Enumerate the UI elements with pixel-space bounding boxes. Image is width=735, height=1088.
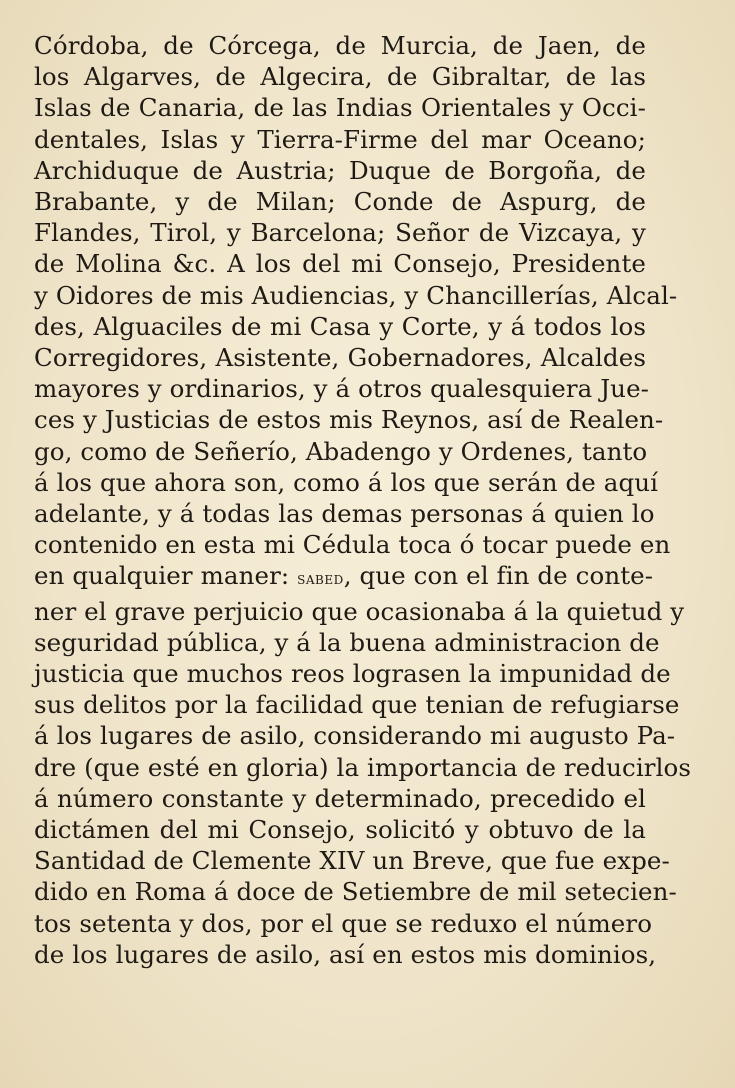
text-line-11: Corregidores, Asistente, Gobernadores, Alcaldes bbox=[34, 343, 646, 373]
text-line-13: ces y Justicias de estos mis Reynos, así de Realen- bbox=[34, 405, 664, 435]
text-line-30: de los lugares de asilo, así en estos mis dominios, bbox=[34, 939, 657, 969]
text-line-23: á los lugares de asilo, considerando mi augusto Pa- bbox=[34, 721, 676, 751]
text-line-4: dentales, Islas y Tierra-Firme del mar Oceano; bbox=[34, 124, 646, 154]
text-line-28: dido en Roma á doce de Setiembre de mil setecien- bbox=[34, 877, 677, 907]
text-line-22: sus delitos por la facilidad que tenian de refugiarse bbox=[34, 690, 680, 720]
text-line-18-start: en qualquier maner: bbox=[34, 561, 290, 591]
text-line-27: Santidad de Clemente XIV un Breve, que fue expe- bbox=[34, 846, 670, 876]
text-line-9: y Oidores de mis Audiencias, y Chancillerías, Alcal- bbox=[34, 280, 678, 310]
text-line-7: Flandes, Tirol, y Barcelona; Señor de Vizcaya, y bbox=[34, 218, 646, 248]
sabed-smallcaps: sabed bbox=[297, 569, 344, 590]
text-line-15: á los que ahora son, como á los que serán de aquí bbox=[34, 467, 659, 497]
text-line-18 bbox=[34, 560, 654, 595]
text-block bbox=[34, 30, 692, 970]
text-line-29: tos setenta y dos, por el que se reduxo el número bbox=[34, 908, 653, 938]
text-line-1: Córdoba, de Córcega, de Murcia, de Jaen, de bbox=[34, 31, 646, 60]
text-line-17: contenido en esta mi Cédula toca ó tocar puede en bbox=[34, 530, 671, 560]
text-line-3: Islas de Canaria, de las Indias Orientales y Occi- bbox=[34, 93, 646, 123]
text-line-19: ner el grave perjuicio que ocasionaba á la quietud y bbox=[34, 596, 685, 626]
text-line-5: Archiduque de Austria; Duque de Borgoña, de bbox=[34, 155, 646, 185]
text-line-20: seguridad pública, y á la buena administracion de bbox=[34, 627, 660, 657]
text-line-12: mayores y ordinarios, y á otros qualesquiera Jue- bbox=[34, 374, 650, 404]
text-line-8: de Molina &c. A los del mi Consejo, Presidente bbox=[34, 249, 646, 279]
text-line-14: go, como de Señerío, Abadengo y Ordenes, tanto bbox=[34, 436, 648, 466]
text-line-26: dictámen del mi Consejo, solicitó y obtuvo de la bbox=[34, 815, 646, 845]
text-line-18-end: , que con el fin de conte- bbox=[343, 561, 654, 591]
text-line-21: justicia que muchos reos lograsen la impunidad de bbox=[34, 659, 671, 689]
text-line-6: Brabante, y de Milan; Conde de Aspurg, de bbox=[34, 187, 646, 217]
text-line-25: á número constante y determinado, precedido el bbox=[34, 783, 646, 813]
text-line-2: los Algarves, de Algecira, de Gibraltar, de las bbox=[34, 62, 646, 92]
text-line-24: dre (que esté en gloria) la importancia de reducirlos bbox=[34, 752, 692, 782]
text-line-16: adelante, y á todas las demas personas á quien lo bbox=[34, 499, 655, 529]
text-line-10: des, Alguaciles de mi Casa y Corte, y á todos los bbox=[34, 311, 646, 341]
